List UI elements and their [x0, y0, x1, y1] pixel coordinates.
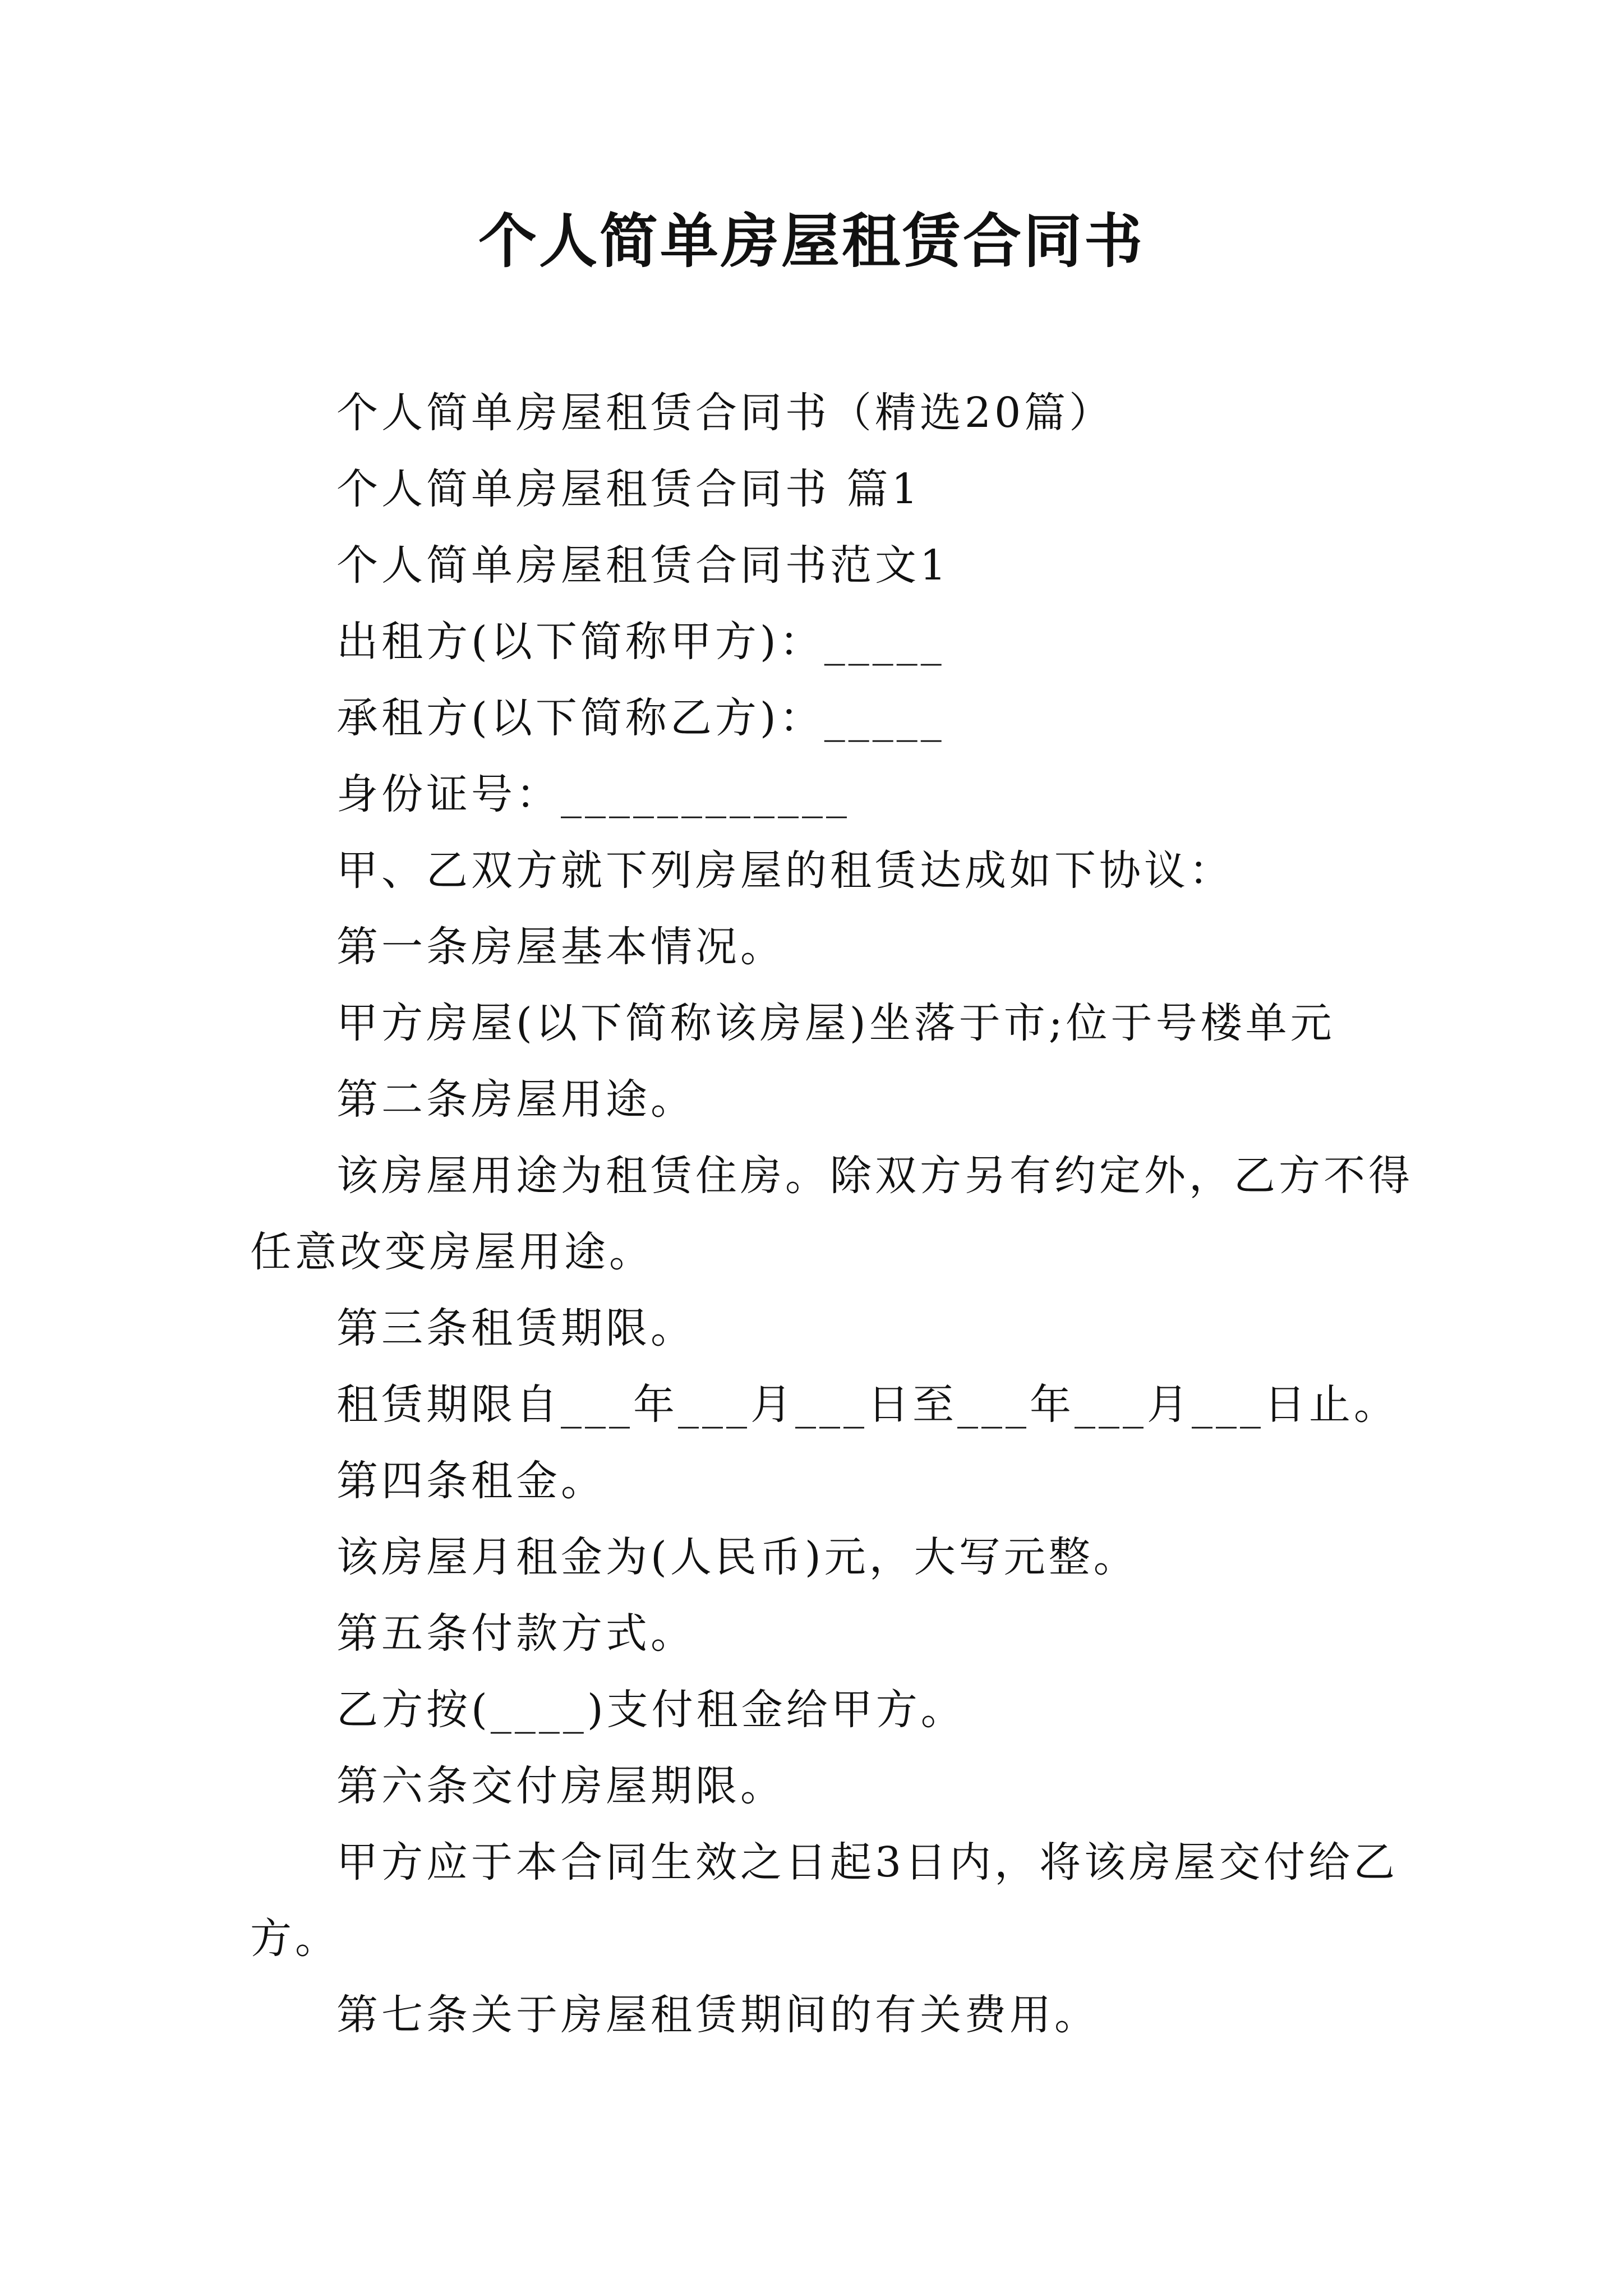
doc-line-location: 甲方房屋(以下简称该房屋)坐落于市;位于号楼单元 — [336, 999, 1335, 1047]
doc-line-delivery-cont: 方。 — [250, 1915, 340, 1963]
doc-line-article-4: 第四条租金。 — [336, 1457, 606, 1505]
doc-line-article-3: 第三条租赁期限。 — [336, 1304, 695, 1352]
doc-line-sample: 个人简单房屋租赁合同书范文1 — [336, 541, 950, 590]
doc-line-usage: 该房屋用途为租赁住房。除双方另有约定外，乙方不得 — [336, 1152, 1413, 1200]
doc-line-id-number: 身份证号：____________ — [336, 770, 850, 818]
doc-line-payment: 乙方按(____)支付租金给甲方。 — [336, 1686, 966, 1734]
doc-line-article-1: 第一条房屋基本情况。 — [336, 923, 785, 971]
doc-line-article-5: 第五条付款方式。 — [336, 1609, 695, 1658]
doc-line-agreement: 甲、乙双方就下列房屋的租赁达成如下协议： — [336, 846, 1234, 895]
doc-line-subtitle: 个人简单房屋租赁合同书（精选20篇） — [336, 389, 1114, 437]
doc-line-article-6: 第六条交付房屋期限。 — [336, 1762, 785, 1810]
doc-line-section: 个人简单房屋租赁合同书 篇1 — [336, 465, 921, 513]
doc-line-delivery: 甲方应于本合同生效之日起3日内，将该房屋交付给乙 — [336, 1838, 1399, 1887]
doc-line-lessor: 出租方(以下简称甲方)：_____ — [336, 618, 945, 666]
doc-line-article-2: 第二条房屋用途。 — [336, 1075, 695, 1124]
document-title: 个人简单房屋租赁合同书 — [478, 207, 1145, 275]
doc-line-rent: 该房屋月租金为(人民币)元，大写元整。 — [336, 1533, 1138, 1581]
doc-line-article-7: 第七条关于房屋租赁期间的有关费用。 — [336, 1991, 1099, 2039]
doc-line-lessee: 承租方(以下简称乙方)：_____ — [336, 694, 945, 742]
doc-line-usage-cont: 任意改变房屋用途。 — [250, 1228, 654, 1276]
doc-line-term: 租赁期限自___年___月___日至___年___月___日止。 — [336, 1381, 1399, 1429]
